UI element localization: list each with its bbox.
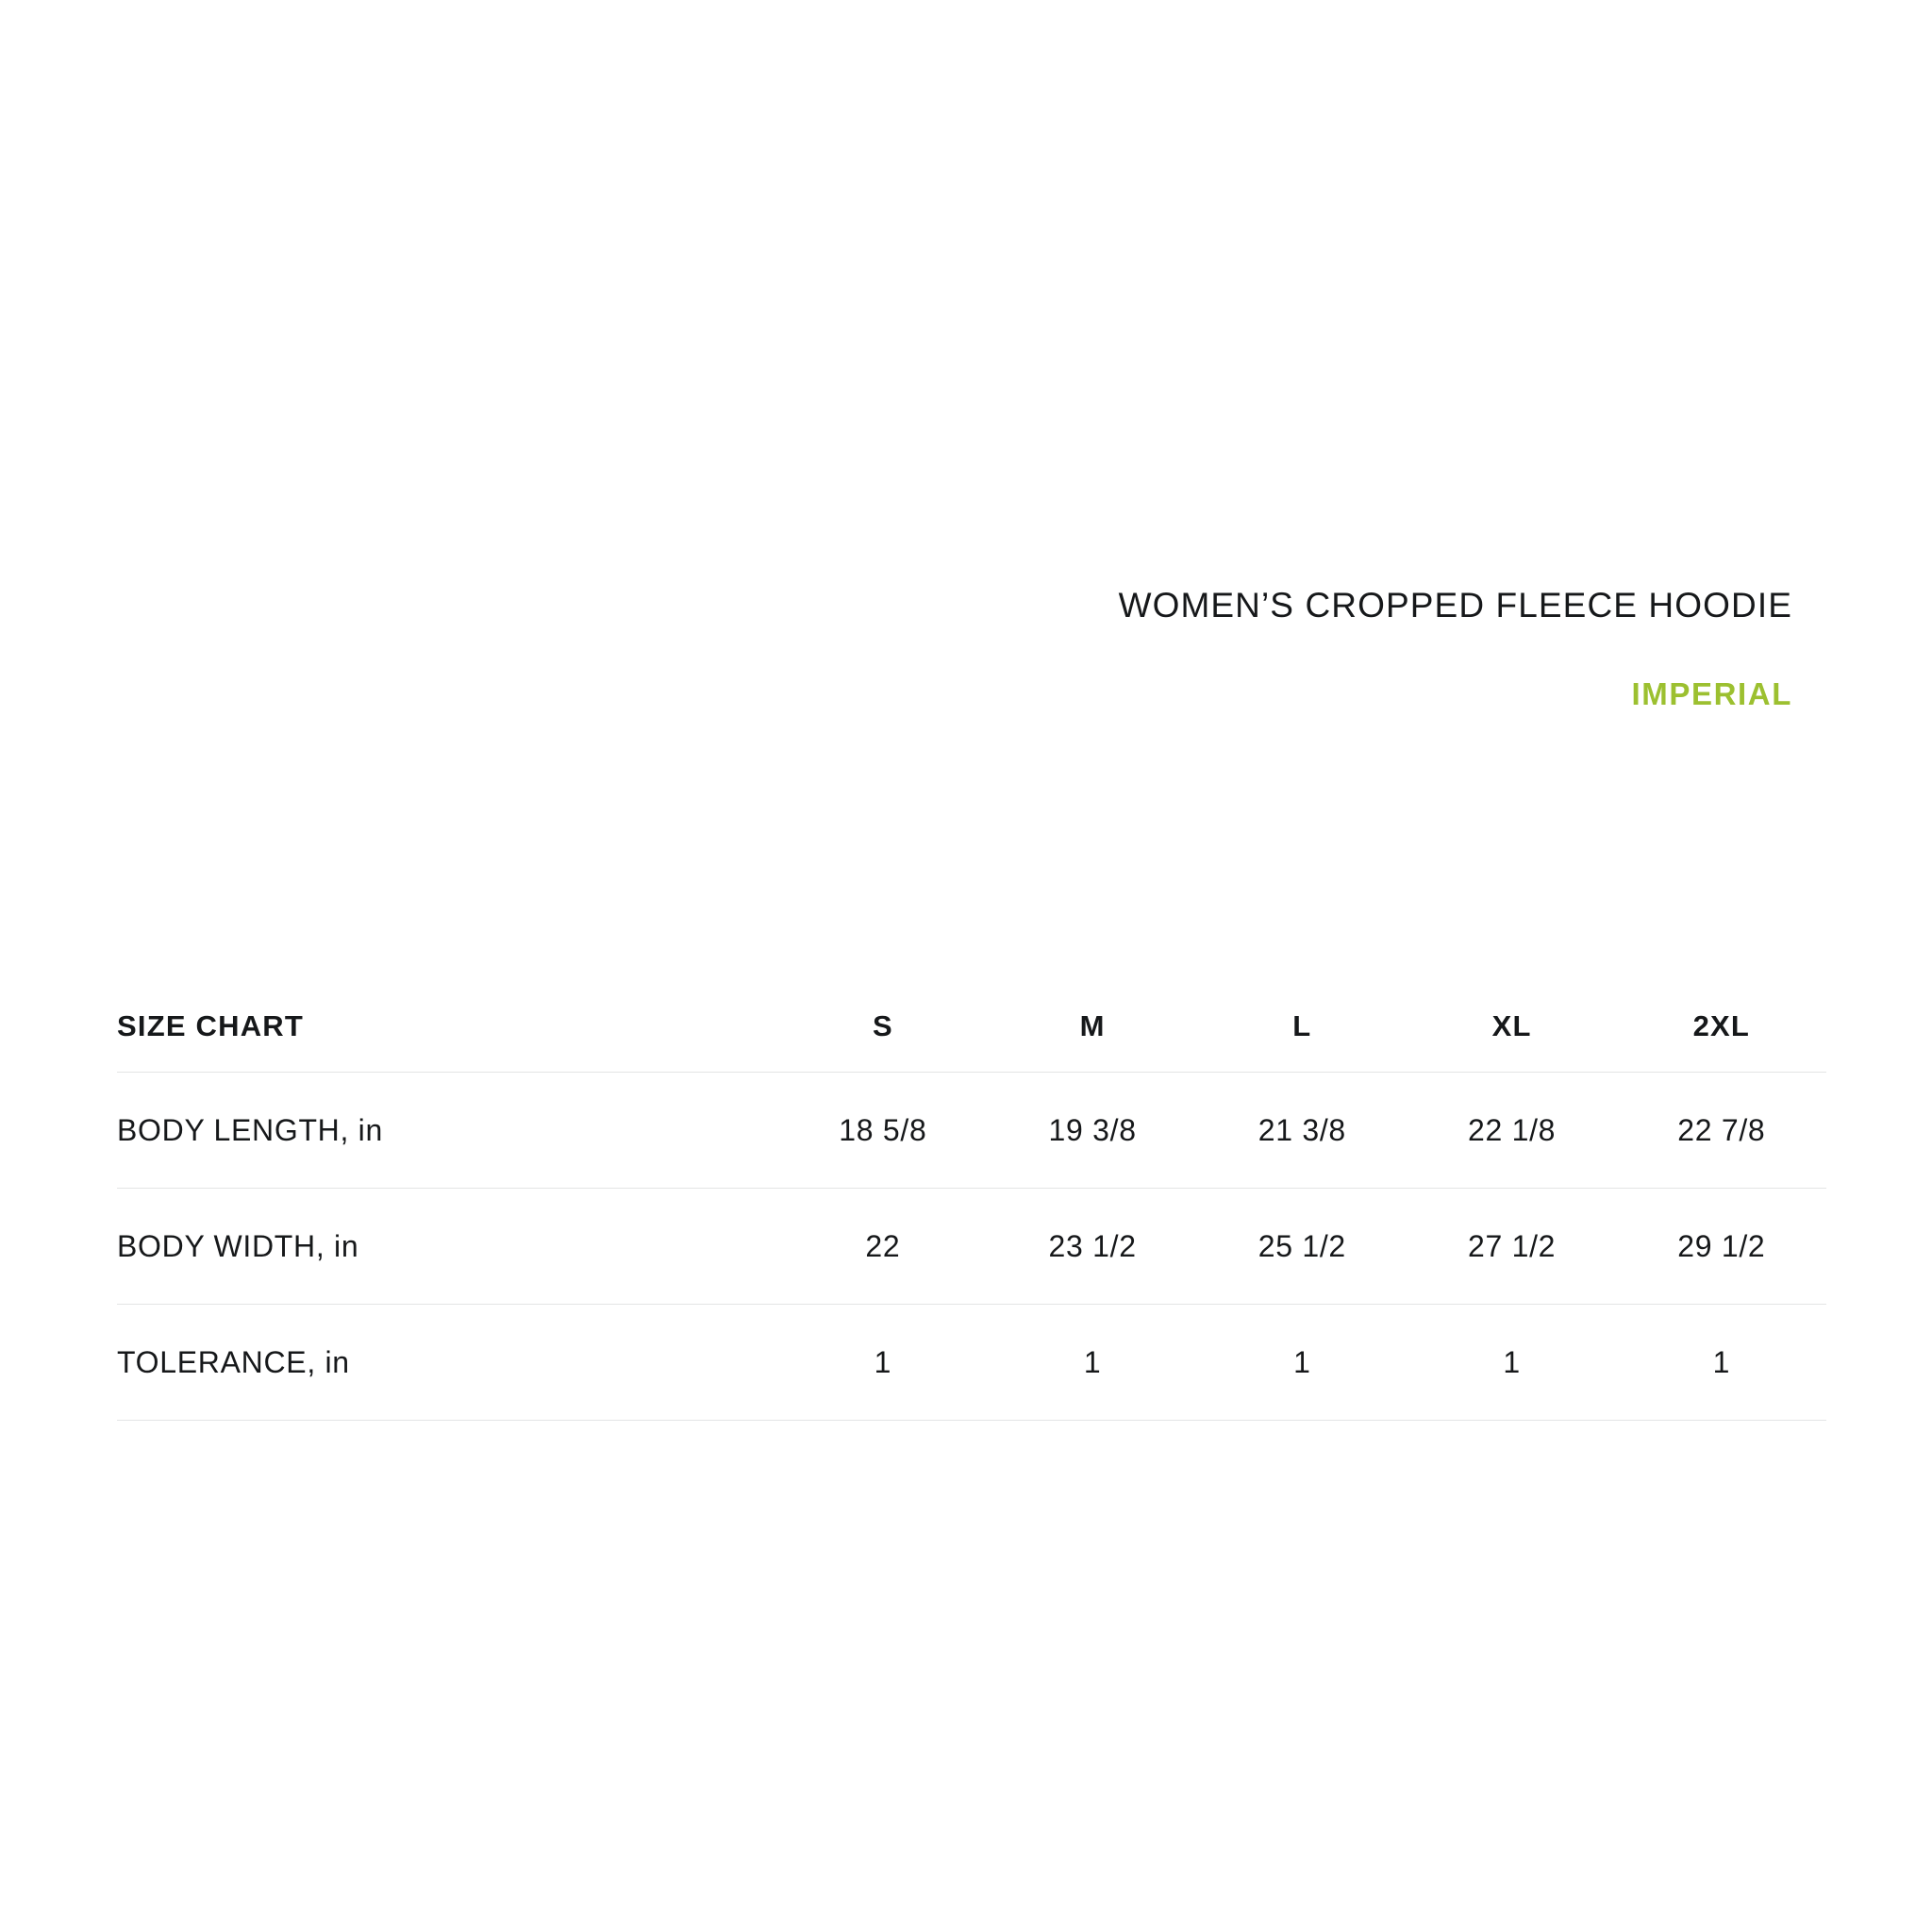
table-row: [117, 1305, 1826, 1421]
product-title: WOMEN’S CROPPED FLEECE HOODIE: [1118, 586, 1792, 625]
cell-tolerance-l: 1: [1197, 1305, 1407, 1421]
cell-body-length-m: 19 3/8: [988, 1073, 1197, 1189]
row-label-tolerance: TOLERANCE, in: [117, 1305, 778, 1421]
cell-body-width-m: 23 1/2: [988, 1189, 1197, 1305]
column-header-m: M: [1079, 1009, 1106, 1042]
row-label-body-width: BODY WIDTH, in: [117, 1189, 778, 1305]
size-chart-table-wrapper: [117, 981, 1826, 1421]
cell-body-width-xl: 27 1/2: [1407, 1189, 1616, 1305]
cell-body-length-2xl: 22 7/8: [1617, 1073, 1826, 1189]
row-label-body-length: BODY LENGTH, in: [117, 1073, 778, 1189]
cell-body-length-xl: 22 1/8: [1407, 1073, 1616, 1189]
cell-tolerance-xl: 1: [1407, 1305, 1616, 1421]
cell-tolerance-m: 1: [988, 1305, 1197, 1421]
cell-body-width-l: 25 1/2: [1197, 1189, 1407, 1305]
size-chart-title: SIZE CHART: [117, 1009, 304, 1042]
cell-tolerance-s: 1: [778, 1305, 988, 1421]
size-chart-table: [117, 981, 1826, 1421]
cell-tolerance-2xl: 1: [1617, 1305, 1826, 1421]
table-row: [117, 1073, 1826, 1189]
column-header-2xl: 2XL: [1692, 1009, 1751, 1042]
column-header-l: L: [1292, 1009, 1312, 1042]
table-header-row: [117, 981, 1826, 1073]
cell-body-width-s: 22: [778, 1189, 988, 1305]
unit-system-label: IMPERIAL: [1631, 676, 1792, 712]
cell-body-width-2xl: 29 1/2: [1617, 1189, 1826, 1305]
table-row: [117, 1189, 1826, 1305]
column-header-xl: XL: [1491, 1009, 1532, 1042]
cell-body-length-s: 18 5/8: [778, 1073, 988, 1189]
column-header-s: S: [872, 1009, 893, 1042]
cell-body-length-l: 21 3/8: [1197, 1073, 1407, 1189]
document-header: [0, 585, 1792, 713]
